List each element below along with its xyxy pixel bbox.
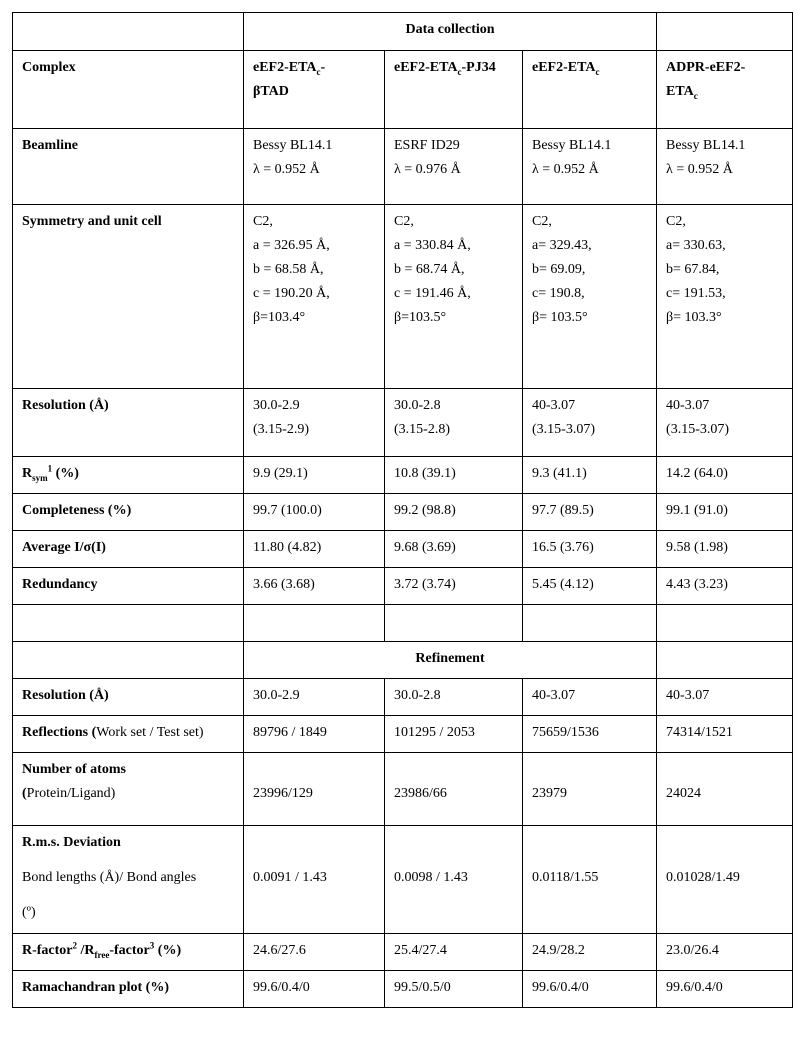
label-part: -factor <box>109 943 150 958</box>
resolution-shell: (3.15-2.8) <box>394 422 450 437</box>
label-part: Bond lengths (Å)/ Bond angles <box>22 870 197 885</box>
cell-c: c= 190.8, <box>532 286 585 301</box>
complex-col-3 <box>523 51 657 129</box>
row-label-atoms <box>13 753 244 826</box>
rmsd-col-4 <box>657 826 793 934</box>
cell-b: b = 68.58 Å, <box>253 262 324 277</box>
reflections-col-2: 101295 / 2053 <box>385 716 523 753</box>
beamline-name: Bessy BL14.1 <box>253 138 333 153</box>
rmsd-value: 0.0118/1.55 <box>532 870 599 885</box>
rsym-col-1: 9.9 (29.1) <box>244 457 385 494</box>
resolution-range: 30.0-2.8 <box>394 398 441 413</box>
complex-col-4 <box>657 51 793 129</box>
redundancy-col-2: 3.72 (3.74) <box>385 568 523 605</box>
complex-name-part: - <box>320 60 326 75</box>
cell-a: a= 330.63, <box>666 238 726 253</box>
section-header-refinement: Refinement <box>244 642 657 679</box>
superscript: 3 <box>149 940 155 951</box>
beamline-name: Bessy BL14.1 <box>532 138 612 153</box>
subscript: c <box>316 66 321 77</box>
row-label-symmetry: Symmetry and unit cell <box>13 205 244 389</box>
label-part: R.m.s. Deviation <box>22 835 121 850</box>
rfactor-col-4: 23.0/26.4 <box>657 934 793 971</box>
subscript: c <box>595 66 600 77</box>
row-label-rsym <box>13 457 244 494</box>
rsym-col-2: 10.8 (39.1) <box>385 457 523 494</box>
resolution-range: 40-3.07 <box>666 398 710 413</box>
table-row-redundancy <box>13 568 793 605</box>
cell-b: b= 67.84, <box>666 262 720 277</box>
row-label-reflections <box>13 716 244 753</box>
empty-cell <box>657 642 793 679</box>
beamline-name: ESRF ID29 <box>394 138 460 153</box>
resolution-shell: (3.15-3.07) <box>666 422 730 437</box>
rmsd-col-2 <box>385 826 523 934</box>
ref-resolution-col-2: 30.0-2.8 <box>385 679 523 716</box>
resolution-range: 40-3.07 <box>532 398 576 413</box>
redundancy-col-4: 4.43 (3.23) <box>657 568 793 605</box>
empty-cell <box>657 13 793 51</box>
label-part: ( <box>22 786 27 801</box>
table-row-blank <box>13 605 793 642</box>
atoms-col-4 <box>657 753 793 826</box>
rsym-col-4: 14.2 (64.0) <box>657 457 793 494</box>
empty-cell <box>244 605 385 642</box>
label-part: Protein/Ligand) <box>26 786 116 801</box>
atom-count: 23996/129 <box>253 786 313 801</box>
table-row-resolution <box>13 389 793 457</box>
label-part: (%) <box>52 466 79 481</box>
table-row-reflections <box>13 716 793 753</box>
row-label-beamline: Beamline <box>13 129 244 205</box>
table-row-refinement-resolution <box>13 679 793 716</box>
cell-a: a = 326.95 Å, <box>253 238 330 253</box>
superscript: 1 <box>47 463 53 474</box>
rsym-col-3: 9.3 (41.1) <box>523 457 657 494</box>
rama-col-1: 99.6/0.4/0 <box>244 971 385 1008</box>
ref-resolution-col-4: 40-3.07 <box>657 679 793 716</box>
rmsd-col-1 <box>244 826 385 934</box>
ref-resolution-col-1: 30.0-2.9 <box>244 679 385 716</box>
cell-a: a = 330.84 Å, <box>394 238 471 253</box>
row-label-complex: Complex <box>13 51 244 129</box>
complex-name-part: eEF2-ETA <box>532 60 596 75</box>
empty-cell <box>13 642 244 679</box>
cell-beta: β= 103.3° <box>666 310 722 325</box>
isigma-col-4: 9.58 (1.98) <box>657 531 793 568</box>
rama-col-2: 99.5/0.5/0 <box>385 971 523 1008</box>
rama-col-4: 99.6/0.4/0 <box>657 971 793 1008</box>
completeness-col-4: 99.1 (91.0) <box>657 494 793 531</box>
rmsd-value: 0.0091 / 1.43 <box>253 870 327 885</box>
section-header-row <box>13 13 793 51</box>
section-header-row <box>13 642 793 679</box>
wavelength: λ = 0.952 Å <box>253 162 320 177</box>
resolution-col-4 <box>657 389 793 457</box>
row-label-refinement-resolution: Resolution (Å) <box>13 679 244 716</box>
atoms-col-2 <box>385 753 523 826</box>
reflections-col-4: 74314/1521 <box>657 716 793 753</box>
empty-cell <box>13 605 244 642</box>
label-part: (º) <box>22 905 36 920</box>
resolution-col-2 <box>385 389 523 457</box>
cell-b: b = 68.74 Å, <box>394 262 465 277</box>
table-row-completeness <box>13 494 793 531</box>
resolution-range: 30.0-2.9 <box>253 398 300 413</box>
space-group: C2, <box>532 214 552 229</box>
row-label-completeness: Completeness (%) <box>13 494 244 531</box>
completeness-col-1: 99.7 (100.0) <box>244 494 385 531</box>
rfactor-col-3: 24.9/28.2 <box>523 934 657 971</box>
subscript: free <box>94 949 110 960</box>
resolution-col-1 <box>244 389 385 457</box>
reflections-col-1: 89796 / 1849 <box>244 716 385 753</box>
complex-name-part: ETA <box>666 84 694 99</box>
cell-beta: β=103.5° <box>394 310 447 325</box>
atom-count: 23979 <box>532 786 567 801</box>
symmetry-col-2 <box>385 205 523 389</box>
row-label-rmsd <box>13 826 244 934</box>
complex-name-part: βTAD <box>253 84 289 99</box>
redundancy-col-1: 3.66 (3.68) <box>244 568 385 605</box>
symmetry-col-3 <box>523 205 657 389</box>
rama-col-3: 99.6/0.4/0 <box>523 971 657 1008</box>
row-label-rfactor <box>13 934 244 971</box>
table-row-rmsd <box>13 826 793 934</box>
table-row-beamline <box>13 129 793 205</box>
complex-name-part: eEF2-ETA <box>394 60 458 75</box>
atom-count: 23986/66 <box>394 786 447 801</box>
empty-cell <box>657 605 793 642</box>
superscript: 2 <box>72 940 78 951</box>
complex-name-part: ADPR-eEF2- <box>666 60 746 75</box>
row-label-resolution: Resolution (Å) <box>13 389 244 457</box>
label-part: /R <box>77 943 95 958</box>
complex-col-1 <box>244 51 385 129</box>
row-label-redundancy: Redundancy <box>13 568 244 605</box>
rmsd-col-3 <box>523 826 657 934</box>
isigma-col-2: 9.68 (3.69) <box>385 531 523 568</box>
label-part: Reflections ( <box>22 725 97 740</box>
cell-c: c = 191.46 Å, <box>394 286 471 301</box>
symmetry-col-4 <box>657 205 793 389</box>
isigma-col-1: 11.80 (4.82) <box>244 531 385 568</box>
space-group: C2, <box>253 214 273 229</box>
cell-beta: β= 103.5° <box>532 310 588 325</box>
resolution-col-3 <box>523 389 657 457</box>
beamline-col-2 <box>385 129 523 205</box>
cell-c: c= 191.53, <box>666 286 726 301</box>
empty-cell <box>523 605 657 642</box>
atom-count: 24024 <box>666 786 702 801</box>
beamline-col-1 <box>244 129 385 205</box>
label-part: R <box>22 466 33 481</box>
table-row-rfactor <box>13 934 793 971</box>
rfactor-col-1: 24.6/27.6 <box>244 934 385 971</box>
label-part: (%) <box>154 943 182 958</box>
row-label-isigma: Average I/σ(I) <box>13 531 244 568</box>
crystallography-table <box>12 12 793 1008</box>
resolution-shell: (3.15-2.9) <box>253 422 309 437</box>
table-row-rsym <box>13 457 793 494</box>
atoms-col-3 <box>523 753 657 826</box>
cell-c: c = 190.20 Å, <box>253 286 330 301</box>
wavelength: λ = 0.952 Å <box>666 162 733 177</box>
complex-name-part: eEF2-ETA <box>253 60 317 75</box>
atoms-col-1 <box>244 753 385 826</box>
rmsd-value: 0.0098 / 1.43 <box>394 870 468 885</box>
beamline-name: Bessy BL14.1 <box>666 138 746 153</box>
space-group: C2, <box>394 214 414 229</box>
rfactor-col-2: 25.4/27.4 <box>385 934 523 971</box>
space-group: C2, <box>666 214 686 229</box>
label-part: Number of atoms <box>22 762 126 777</box>
empty-cell <box>13 13 244 51</box>
complex-name-part: -PJ34 <box>461 60 496 75</box>
isigma-col-3: 16.5 (3.76) <box>523 531 657 568</box>
completeness-col-3: 97.7 (89.5) <box>523 494 657 531</box>
label-part: Work set / Test set) <box>96 725 204 740</box>
table-row-symmetry <box>13 205 793 389</box>
resolution-shell: (3.15-3.07) <box>532 422 595 437</box>
wavelength: λ = 0.976 Å <box>394 162 461 177</box>
complex-col-2 <box>385 51 523 129</box>
symmetry-col-1 <box>244 205 385 389</box>
table-row-ramachandran <box>13 971 793 1008</box>
completeness-col-2: 99.2 (98.8) <box>385 494 523 531</box>
reflections-col-3: 75659/1536 <box>523 716 657 753</box>
redundancy-col-3: 5.45 (4.12) <box>523 568 657 605</box>
subscript: c <box>457 66 462 77</box>
empty-cell <box>385 605 523 642</box>
table-row-atoms <box>13 753 793 826</box>
row-label-ramachandran: Ramachandran plot (%) <box>13 971 244 1008</box>
rmsd-value: 0.01028/1.49 <box>666 870 740 885</box>
label-part: R-factor <box>22 943 73 958</box>
section-header-data-collection: Data collection <box>244 13 657 51</box>
subscript: c <box>693 90 698 101</box>
cell-beta: β=103.4° <box>253 310 306 325</box>
beamline-col-4 <box>657 129 793 205</box>
table-row-isigma <box>13 531 793 568</box>
wavelength: λ = 0.952 Å <box>532 162 599 177</box>
table-row-complex <box>13 51 793 129</box>
ref-resolution-col-3: 40-3.07 <box>523 679 657 716</box>
cell-a: a= 329.43, <box>532 238 592 253</box>
subscript: sym <box>32 472 48 483</box>
beamline-col-3 <box>523 129 657 205</box>
cell-b: b= 69.09, <box>532 262 586 277</box>
